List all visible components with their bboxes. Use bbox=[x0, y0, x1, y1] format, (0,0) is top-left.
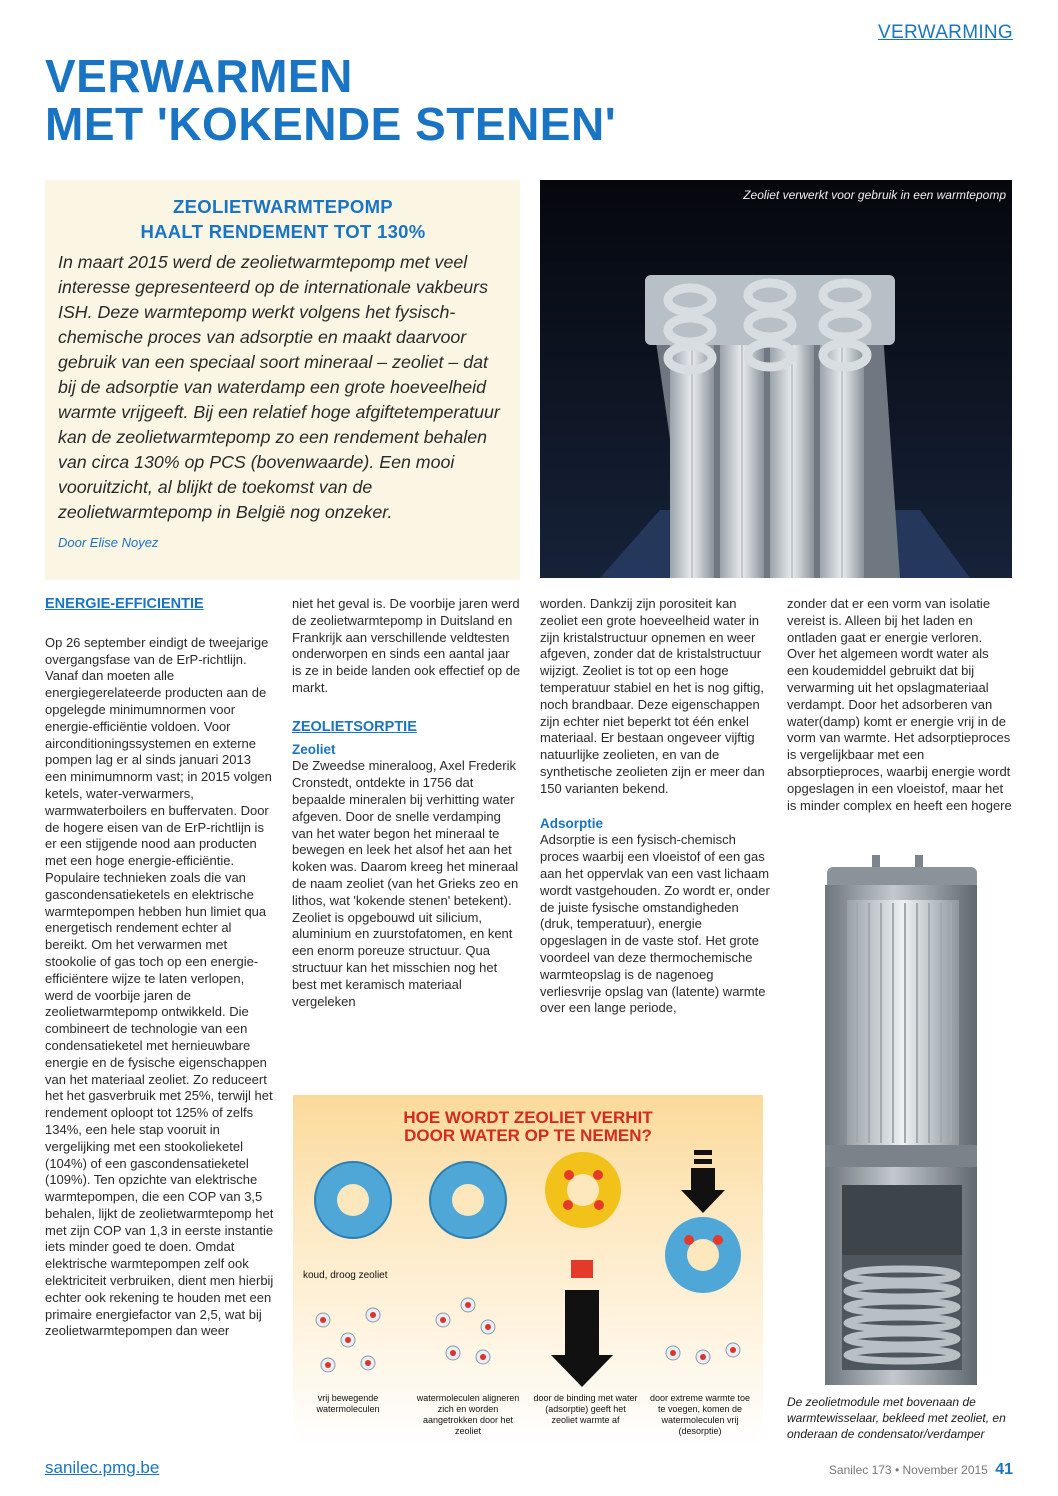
zeolite-module-illustration bbox=[787, 855, 1007, 1385]
column-1 bbox=[45, 596, 275, 1340]
column-4 bbox=[787, 596, 1012, 814]
page-title-line1: VERWARMEN bbox=[45, 50, 353, 102]
page-number: 41 bbox=[995, 1461, 1013, 1478]
column-4-text: zonder dat er een vorm van isolatie vereist is. Alleen bij het laden en ontladen gaat er energie verloren. Over het algemeen wordt water als een koudemiddel gebruikt dat bij verwarming uit het opslagmateriaal verdampt. Door het adsorberen van water(damp) komt er energie vrij in de vorm van warmte. Het adsorptieproces is vergelijkbaar met een absorptieproces, waarbij energie wordt opgeslagen in een vloeistof, maar het is minder complex en heeft een hogere bbox=[787, 596, 1012, 813]
page-title-line2: MET 'KOKENDE STENEN' bbox=[45, 98, 617, 150]
label-step-3: door de binding met water (adsorptie) geeft het zeoliet warmte af bbox=[533, 1393, 638, 1425]
label-step-2: watermoleculen aligneren zich en worden aangetrokken door het zeoliet bbox=[416, 1393, 520, 1436]
label-step-1: vrij bewegende watermoleculen bbox=[316, 1393, 380, 1414]
zeolite-module-photo bbox=[787, 855, 1007, 1385]
zeolite-heat-exchanger-photo bbox=[540, 180, 1012, 578]
column-1-text: Op 26 september eindigt de tweejarige overgangsfase van de ErP-richtlijn. Vanaf dan moeten alle energiegerelateerde producten aan de opgelegde minimumnormen voor energie-efficiëntie voldoen. Voor airconditioningssystemen en externe pompen lag er al sinds januari 2013 een minimumnorm vast; in 2015 volgen ketels, water-verwarmers, warmwaterboilers en buffervaten. Door de hogere eisen van de ErP-richtlijn is er een stijgende nood aan producten met een hoge energie-efficiëntie. Populaire technieken zoals die van gascondensatieketels en elektrische warmtepompen hebben hun limiet qua energetisch rendement echter al bereikt. Om het verwarmen met stookolie of gas toch op een energie-efficiëntere wijze te laten verlopen, werd de voorbije jaren de zeolietwarmtepomp ontwikkeld. Die combineert de technologie van een condensatieketel met hernieuwbare energie en de fysische eigenschappen van het materiaal zeoliet. Zo reduceert het het gasverbruik met 25%, terwijl het rendement oploopt tot 125% of zelfs 134%, een hele stap vooruit in vergelijking met een stookolieketel (104%) of een gascondensatieketel (109%). Ten opzichte van elektrische warmtepompen, die een COP van 3,5 behalen, lijkt de zeolietwarmtepomp het met zijn COP van 1,3 in eerste instantie iets minder goed te doen. Omdat elektrische warmtepompen zelf ook elektriciteit verbruiken, dient men hierbij echter ook rekening te houden met een primaire energiefactor van 2,5, wat bij zeolietwarmtepompen dan weer bbox=[45, 634, 274, 1339]
column-3-text-b: Adsorptie is een fysisch-chemisch proces waarbij een vloeistof of een gas aan het oppervlak van een vast lichaam wordt vastgehouden. Zo wordt er, onder de juiste fysische omstandigheden (druk, temperatuur), energie opgeslagen in de vaste stof. Het grote voordeel van deze thermochemische warmteopslag is de nagenoeg verliesvrije opslag van (latente) warmte over een lange periode, bbox=[540, 832, 770, 1016]
infographic-title-line1: HOE WORDT ZEOLIET VERHIT bbox=[403, 1108, 653, 1127]
photo-caption: Zeoliet verwerkt voor gebruik in een warmtepomp bbox=[743, 188, 1006, 202]
column-2-text-a: niet het geval is. De voorbije jaren werd de zeolietwarmtepomp in Duitsland en Frankrijk aan verschillende veldtesten onderworpen en sinds een aantal jaar is ze in beide landen ook effectief op de markt. bbox=[292, 596, 521, 695]
column-3 bbox=[540, 596, 770, 1017]
zeolite-crystal-4 bbox=[665, 1217, 741, 1293]
heat-exchanger-illustration bbox=[540, 180, 1012, 578]
intro-title-line1: ZEOLIETWARMTEPOMP bbox=[173, 196, 393, 217]
zeolite-crystal-2 bbox=[430, 1162, 506, 1238]
section-tag: VERWARMING bbox=[878, 22, 1013, 43]
heading-energie-efficientie: ENERGIE-EFFICIENTIE bbox=[45, 596, 204, 612]
subheading-zeoliet: Zeoliet bbox=[292, 741, 336, 757]
infographic-title-line2: DOOR WATER OP TE NEMEN? bbox=[404, 1126, 652, 1145]
zeolite-crystal-hot bbox=[545, 1152, 621, 1228]
heat-indicator bbox=[571, 1260, 593, 1278]
byline: Door Elise Noyez bbox=[58, 535, 159, 550]
footer-issue bbox=[829, 1461, 1013, 1479]
zeolite-infographic bbox=[293, 1095, 763, 1445]
zeolite-crystal-1 bbox=[315, 1162, 391, 1238]
column-2-text-b: De Zweedse mineraloog, Axel Frederik Cronstedt, ontdekte in 1756 dat bepaalde mineralen bij verhitting water afgeven. Door de snelle verdamping van het water begon het mineraal te bewegen en leek het alsof het aan het koken was. Daarom kreeg het mineraal de naam zeoliet (van het Grieks zeo en lithos, wat 'kokende stenen' betekent). Zeoliet is opgebouwd uit silicium, aluminium en zuurstofatomen, en kent een enorm poreuze structuur. Qua structuur kan het misschien nog het best met keramisch materiaal vergeleken bbox=[292, 758, 519, 1009]
heading-zeolietsorptie: ZEOLIETSORPTIE bbox=[292, 718, 417, 735]
desorption-arrow bbox=[681, 1168, 725, 1213]
intro-title bbox=[58, 194, 508, 244]
intro-text: In maart 2015 werd de zeolietwarmtepomp met veel interesse gepresenteerd op de internationale vakbeurs ISH. Deze warmtepomp werkt volgens het fysisch-chemische proces van adsorptie en maakt daarvoor gebruik van een speciaal soort mineraal – zeoliet – dat bij de adsorptie van waterdamp een grote hoeveelheid warmte vrijgeeft. Bij een relatief hoge afgiftetemperatuur kan de zeolietwarmtepomp zo een rendement behalen van circa 130% op PCS (bovenwaarde). Een mooi vooruitzicht, al blijkt de toekomst van de zeolietwarmtepomp in België nog onzeker. bbox=[58, 252, 500, 522]
water-molecules bbox=[316, 1298, 740, 1372]
footer-issue-text: Sanilec 173 • November 2015 bbox=[828, 1463, 988, 1477]
intro-box bbox=[45, 180, 520, 580]
label-dry-zeolite: koud, droog zeoliet bbox=[303, 1270, 388, 1281]
intro-title-line2: HAALT RENDEMENT TOT 130% bbox=[140, 221, 426, 242]
heat-release-arrow bbox=[551, 1290, 613, 1387]
module-caption: De zeolietmodule met bovenaan de warmtewisselaar, bekleed met zeoliet, en onderaan de condensator/verdamper bbox=[787, 1395, 1006, 1441]
label-step-4: door extreme warmte toe te voegen, komen de watermoleculen vrij (desorptie) bbox=[649, 1393, 751, 1436]
column-3-text-a: worden. Dankzij zijn porositeit kan zeoliet een grote hoeveelheid water in zijn kristalstructuur opnemen en weer afgeven, zonder dat de kristalstructuur wijzigt. Zeoliet is tot op een hoge temperatuur stabiel en het is nog giftig, noch brandbaar. Deze eigenschappen zijn echter niet beperkt tot één enkel materiaal. Er bestaan ongeveer vijftig natuurlijke zeolieten, en van de synthetische zeolieten zijn er meer dan 150 varianten bekend. bbox=[540, 596, 765, 796]
page-title bbox=[45, 52, 616, 148]
column-2 bbox=[292, 596, 522, 1010]
footer-site-link[interactable]: sanilec.pmg.be bbox=[45, 1458, 160, 1477]
subheading-adsorptie: Adsorptie bbox=[540, 815, 604, 831]
